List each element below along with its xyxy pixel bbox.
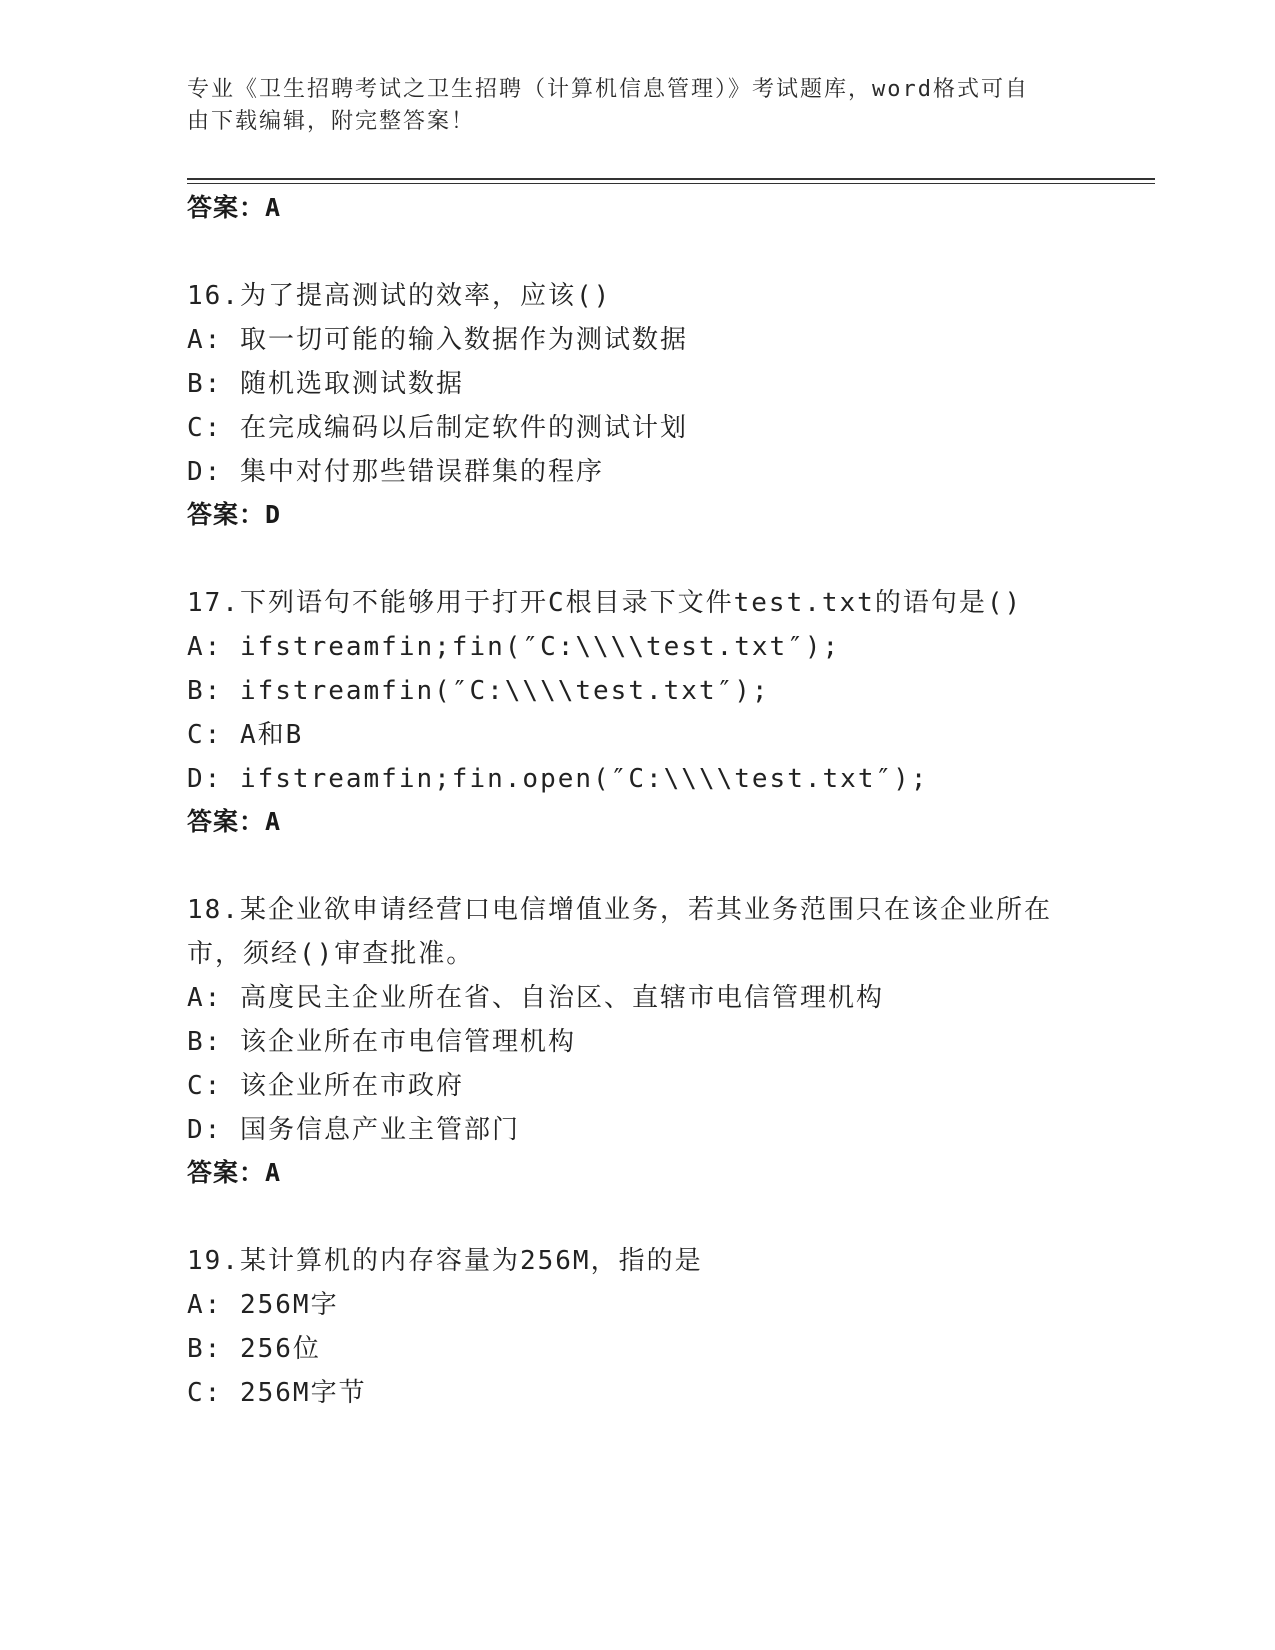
- answer-value: D: [265, 500, 282, 529]
- answer-label: 答案：: [187, 1158, 266, 1187]
- answer-label: 答案：: [187, 500, 266, 529]
- question-18-stem-line-2: 市，须经()审查批准。: [187, 939, 475, 969]
- answer-17: [187, 807, 281, 837]
- answer-label: 答案：: [187, 807, 266, 836]
- header-line-1: 专业《卫生招聘考试之卫生招聘（计算机信息管理）》考试题库，word格式可自: [187, 77, 1029, 102]
- question-17-option-a: A: ifstreamfin;fin(″C:\\\\test.txt″);: [187, 632, 841, 662]
- header-divider-thin: [187, 183, 1155, 184]
- question-16-stem: 16.为了提高测试的效率，应该(): [187, 281, 612, 311]
- question-19-option-c: C: 256M字节: [187, 1378, 367, 1408]
- question-17-option-b: B: ifstreamfin(″C:\\\\test.txt″);: [187, 676, 770, 706]
- question-17-stem: 17.下列语句不能够用于打开C根目录下文件test.txt的语句是(): [187, 588, 1023, 618]
- answer-15: [187, 193, 281, 223]
- answer-label: 答案：: [187, 193, 266, 222]
- question-18-option-d: D: 国务信息产业主管部门: [187, 1115, 520, 1145]
- question-18-option-c: C: 该企业所在市政府: [187, 1071, 464, 1101]
- answer-value: A: [265, 193, 282, 222]
- answer-value: A: [265, 1158, 282, 1187]
- question-16-option-a: A: 取一切可能的输入数据作为测试数据: [187, 325, 688, 355]
- answer-18: [187, 1158, 281, 1188]
- header-divider: [187, 178, 1155, 180]
- question-19-option-b: B: 256位: [187, 1334, 321, 1364]
- question-16-option-d: D: 集中对付那些错误群集的程序: [187, 457, 604, 487]
- question-18-option-b: B: 该企业所在市电信管理机构: [187, 1027, 576, 1057]
- document-header: [187, 74, 1067, 138]
- question-19-stem: 19.某计算机的内存容量为256M，指的是: [187, 1246, 703, 1276]
- header-line-2: 由下载编辑，附完整答案！: [187, 109, 476, 134]
- question-16-option-c: C: 在完成编码以后制定软件的测试计划: [187, 413, 688, 443]
- answer-value: A: [265, 807, 282, 836]
- question-18-stem-line-1: 18.某企业欲申请经营口电信增值业务，若其业务范围只在该企业所在: [187, 895, 1052, 925]
- question-19-option-a: A: 256M字: [187, 1290, 339, 1320]
- answer-16: [187, 500, 281, 530]
- question-17-option-c: C: A和B: [187, 720, 304, 750]
- question-18-option-a: A: 高度民主企业所在省、自治区、直辖市电信管理机构: [187, 983, 884, 1013]
- question-16-option-b: B: 随机选取测试数据: [187, 369, 464, 399]
- question-17-option-d: D: ifstreamfin;fin.open(″C:\\\\test.txt″);: [187, 764, 929, 794]
